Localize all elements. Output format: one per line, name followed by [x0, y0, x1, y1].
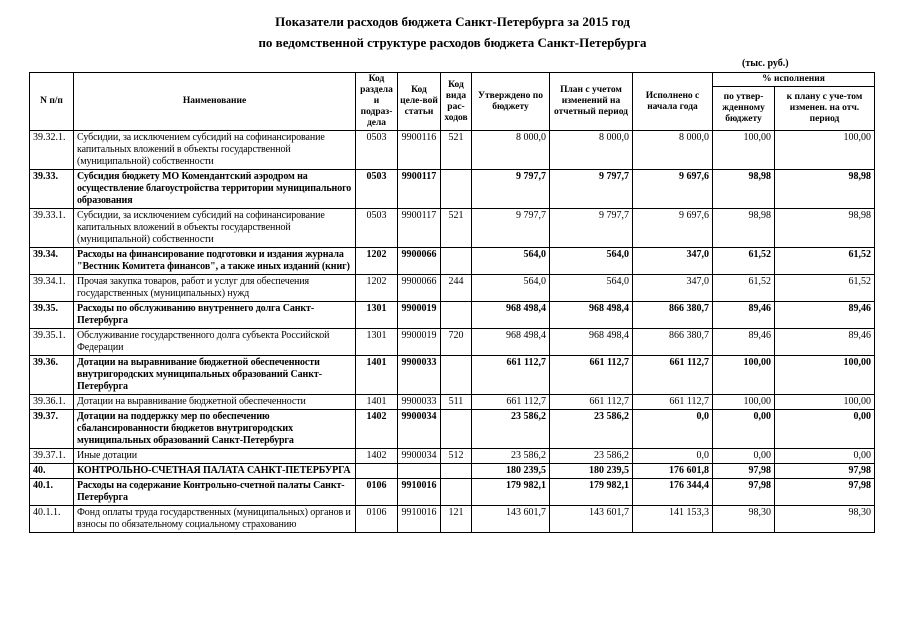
row-pct-approved: 0,00 — [713, 449, 775, 464]
row-pct-approved: 0,00 — [713, 410, 775, 449]
row-vid — [441, 302, 472, 329]
row-vid — [441, 410, 472, 449]
row-name: Расходы на содержание Контрольно-счетной палаты Санкт-Петербурга — [74, 479, 356, 506]
row-done: 8 000,0 — [633, 131, 713, 170]
row-plan: 23 586,2 — [550, 449, 633, 464]
row-num: 39.32.1. — [30, 131, 74, 170]
row-approved: 9 797,7 — [472, 170, 550, 209]
header-num: N п/п — [30, 73, 74, 131]
row-pct-plan: 98,98 — [775, 170, 875, 209]
row-name: Дотации на выравнивание бюджетной обеспеченности — [74, 395, 356, 410]
row-approved: 661 112,7 — [472, 395, 550, 410]
row-num: 39.35.1. — [30, 329, 74, 356]
row-approved: 8 000,0 — [472, 131, 550, 170]
row-vid — [441, 464, 472, 479]
row-plan: 968 498,4 — [550, 302, 633, 329]
row-vid: 720 — [441, 329, 472, 356]
row-pct-plan: 98,30 — [775, 506, 875, 533]
row-num: 39.33.1. — [30, 209, 74, 248]
table-row — [30, 275, 875, 302]
row-approved: 661 112,7 — [472, 356, 550, 395]
row-razdel: 0106 — [356, 506, 398, 533]
row-pct-approved: 98,98 — [713, 209, 775, 248]
row-num: 40.1. — [30, 479, 74, 506]
row-name: Иные дотации — [74, 449, 356, 464]
row-approved: 968 498,4 — [472, 302, 550, 329]
row-pct-plan: 100,00 — [775, 356, 875, 395]
row-name: КОНТРОЛЬНО-СЧЕТНАЯ ПАЛАТА САНКТ-ПЕТЕРБУРГА — [74, 464, 356, 479]
row-num: 39.37. — [30, 410, 74, 449]
row-pct-approved: 100,00 — [713, 356, 775, 395]
table-row — [30, 131, 875, 170]
row-plan: 179 982,1 — [550, 479, 633, 506]
row-approved: 179 982,1 — [472, 479, 550, 506]
row-plan: 661 112,7 — [550, 395, 633, 410]
table-body — [30, 131, 875, 533]
row-vid — [441, 170, 472, 209]
table-row — [30, 395, 875, 410]
row-pct-approved: 97,98 — [713, 479, 775, 506]
row-num: 39.34. — [30, 248, 74, 275]
row-razdel: 1301 — [356, 302, 398, 329]
row-plan: 968 498,4 — [550, 329, 633, 356]
row-statya: 9900033 — [398, 356, 441, 395]
row-vid — [441, 479, 472, 506]
row-pct-plan: 100,00 — [775, 131, 875, 170]
row-approved: 564,0 — [472, 248, 550, 275]
row-done: 347,0 — [633, 275, 713, 302]
header-razdel: Код раздела и подраз-дела — [356, 73, 398, 131]
row-razdel: 1401 — [356, 356, 398, 395]
row-done: 0,0 — [633, 410, 713, 449]
row-num: 39.34.1. — [30, 275, 74, 302]
row-pct-plan: 89,46 — [775, 302, 875, 329]
row-name: Фонд оплаты труда государственных (муниципальных) органов и взносы по обязательному социальному страхованию — [74, 506, 356, 533]
row-approved: 23 586,2 — [472, 410, 550, 449]
row-razdel: 1402 — [356, 449, 398, 464]
row-name: Субсидии, за исключением субсидий на софинансирование капитальных вложений в объекты государственной (муниципальной) собственности — [74, 131, 356, 170]
row-vid — [441, 356, 472, 395]
row-plan: 9 797,7 — [550, 209, 633, 248]
report-subtitle: по ведомственной структуре расходов бюджета Санкт-Петербурга — [258, 35, 647, 50]
row-pct-plan: 97,98 — [775, 464, 875, 479]
row-vid: 244 — [441, 275, 472, 302]
table-row — [30, 410, 875, 449]
table-row — [30, 449, 875, 464]
table-row — [30, 329, 875, 356]
row-razdel: 0503 — [356, 209, 398, 248]
row-done: 9 697,6 — [633, 170, 713, 209]
row-pct-plan: 100,00 — [775, 395, 875, 410]
table-row — [30, 170, 875, 209]
row-statya: 9910016 — [398, 506, 441, 533]
row-pct-approved: 61,52 — [713, 248, 775, 275]
row-statya: 9900066 — [398, 248, 441, 275]
row-done: 141 153,3 — [633, 506, 713, 533]
row-statya: 9900019 — [398, 302, 441, 329]
row-pct-approved: 98,30 — [713, 506, 775, 533]
row-num: 39.36. — [30, 356, 74, 395]
header-approved: Утверждено по бюджету — [472, 73, 550, 131]
row-statya: 9900034 — [398, 449, 441, 464]
header-plan: План с учетом изменений на отчетный период — [550, 73, 633, 131]
row-vid: 511 — [441, 395, 472, 410]
row-done: 176 601,8 — [633, 464, 713, 479]
row-approved: 564,0 — [472, 275, 550, 302]
row-pct-plan: 97,98 — [775, 479, 875, 506]
table-row — [30, 248, 875, 275]
row-done: 0,0 — [633, 449, 713, 464]
table-row — [30, 479, 875, 506]
expenses-table — [29, 72, 875, 533]
row-statya: 9900066 — [398, 275, 441, 302]
row-razdel: 0503 — [356, 131, 398, 170]
row-name: Дотации на поддержку мер по обеспечению сбалансированности бюджетов внутригородских муниципальных образований Санкт-Петербурга — [74, 410, 356, 449]
row-statya: 9910016 — [398, 479, 441, 506]
row-num: 39.33. — [30, 170, 74, 209]
row-num: 40. — [30, 464, 74, 479]
row-razdel — [356, 464, 398, 479]
header-vid: Код вида рас-ходов — [441, 73, 472, 131]
row-pct-plan: 89,46 — [775, 329, 875, 356]
row-done: 9 697,6 — [633, 209, 713, 248]
row-done: 661 112,7 — [633, 356, 713, 395]
row-pct-plan: 61,52 — [775, 248, 875, 275]
row-plan: 9 797,7 — [550, 170, 633, 209]
table-row — [30, 209, 875, 248]
row-pct-approved: 98,98 — [713, 170, 775, 209]
row-pct-plan: 98,98 — [775, 209, 875, 248]
row-vid: 121 — [441, 506, 472, 533]
row-plan: 143 601,7 — [550, 506, 633, 533]
row-approved: 180 239,5 — [472, 464, 550, 479]
row-statya — [398, 464, 441, 479]
table-row — [30, 356, 875, 395]
row-approved: 143 601,7 — [472, 506, 550, 533]
row-approved: 9 797,7 — [472, 209, 550, 248]
row-razdel: 1202 — [356, 248, 398, 275]
header-name: Наименование — [74, 73, 356, 131]
row-plan: 8 000,0 — [550, 131, 633, 170]
row-razdel: 1402 — [356, 410, 398, 449]
row-pct-approved: 89,46 — [713, 329, 775, 356]
row-pct-approved: 61,52 — [713, 275, 775, 302]
header-pct-group: % исполнения — [713, 73, 875, 87]
row-name: Расходы на финансирование подготовки и издания журнала "Вестник Комитета финансов", а также иных изданий (книг) — [74, 248, 356, 275]
row-razdel: 1301 — [356, 329, 398, 356]
row-pct-approved: 100,00 — [713, 395, 775, 410]
row-statya: 9900117 — [398, 209, 441, 248]
row-vid: 521 — [441, 209, 472, 248]
row-num: 39.35. — [30, 302, 74, 329]
row-pct-approved: 97,98 — [713, 464, 775, 479]
row-statya: 9900033 — [398, 395, 441, 410]
row-plan: 180 239,5 — [550, 464, 633, 479]
row-name: Субсидия бюджету МО Комендантский аэродром на осуществление благоустройства территории муниципального образования — [74, 170, 356, 209]
row-name: Дотации на выравнивание бюджетной обеспеченности внутригородских муниципальных образований Санкт-Петербурга — [74, 356, 356, 395]
row-done: 661 112,7 — [633, 395, 713, 410]
row-pct-plan: 0,00 — [775, 410, 875, 449]
table-row — [30, 464, 875, 479]
table-row — [30, 506, 875, 533]
row-num: 39.37.1. — [30, 449, 74, 464]
row-plan: 564,0 — [550, 275, 633, 302]
row-razdel: 0503 — [356, 170, 398, 209]
row-name: Расходы по обслуживанию внутреннего долга Санкт-Петербурга — [74, 302, 356, 329]
row-plan: 564,0 — [550, 248, 633, 275]
row-name: Прочая закупка товаров, работ и услуг для обеспечения государственных (муниципальных) нужд — [74, 275, 356, 302]
row-pct-plan: 0,00 — [775, 449, 875, 464]
header-pct-approved: по утвер-жденному бюджету — [713, 87, 775, 131]
row-pct-approved: 89,46 — [713, 302, 775, 329]
row-statya: 9900019 — [398, 329, 441, 356]
row-approved: 968 498,4 — [472, 329, 550, 356]
row-razdel: 1202 — [356, 275, 398, 302]
row-statya: 9900117 — [398, 170, 441, 209]
row-razdel: 0106 — [356, 479, 398, 506]
row-statya: 9900034 — [398, 410, 441, 449]
row-razdel: 1401 — [356, 395, 398, 410]
table-row — [30, 302, 875, 329]
row-vid: 521 — [441, 131, 472, 170]
row-approved: 23 586,2 — [472, 449, 550, 464]
report-title: Показатели расходов бюджета Санкт-Петербурга за 2015 год — [275, 14, 630, 29]
row-done: 176 344,4 — [633, 479, 713, 506]
row-done: 347,0 — [633, 248, 713, 275]
row-name: Субсидии, за исключением субсидий на софинансирование капитальных вложений в объекты государственной (муниципальной) собственности — [74, 209, 356, 248]
row-statya: 9900116 — [398, 131, 441, 170]
row-num: 39.36.1. — [30, 395, 74, 410]
row-num: 40.1.1. — [30, 506, 74, 533]
row-done: 866 380,7 — [633, 302, 713, 329]
row-vid: 512 — [441, 449, 472, 464]
row-plan: 23 586,2 — [550, 410, 633, 449]
header-done: Исполнено с начала года — [633, 73, 713, 131]
row-done: 866 380,7 — [633, 329, 713, 356]
row-plan: 661 112,7 — [550, 356, 633, 395]
row-vid — [441, 248, 472, 275]
unit-label: (тыс. руб.) — [742, 58, 789, 69]
row-pct-approved: 100,00 — [713, 131, 775, 170]
row-name: Обслуживание государственного долга субъекта Российской Федерации — [74, 329, 356, 356]
header-pct-plan: к плану с уче-том изменен. на отч. период — [775, 87, 875, 131]
header-statya: Код целе-вой статьи — [398, 73, 441, 131]
row-pct-plan: 61,52 — [775, 275, 875, 302]
